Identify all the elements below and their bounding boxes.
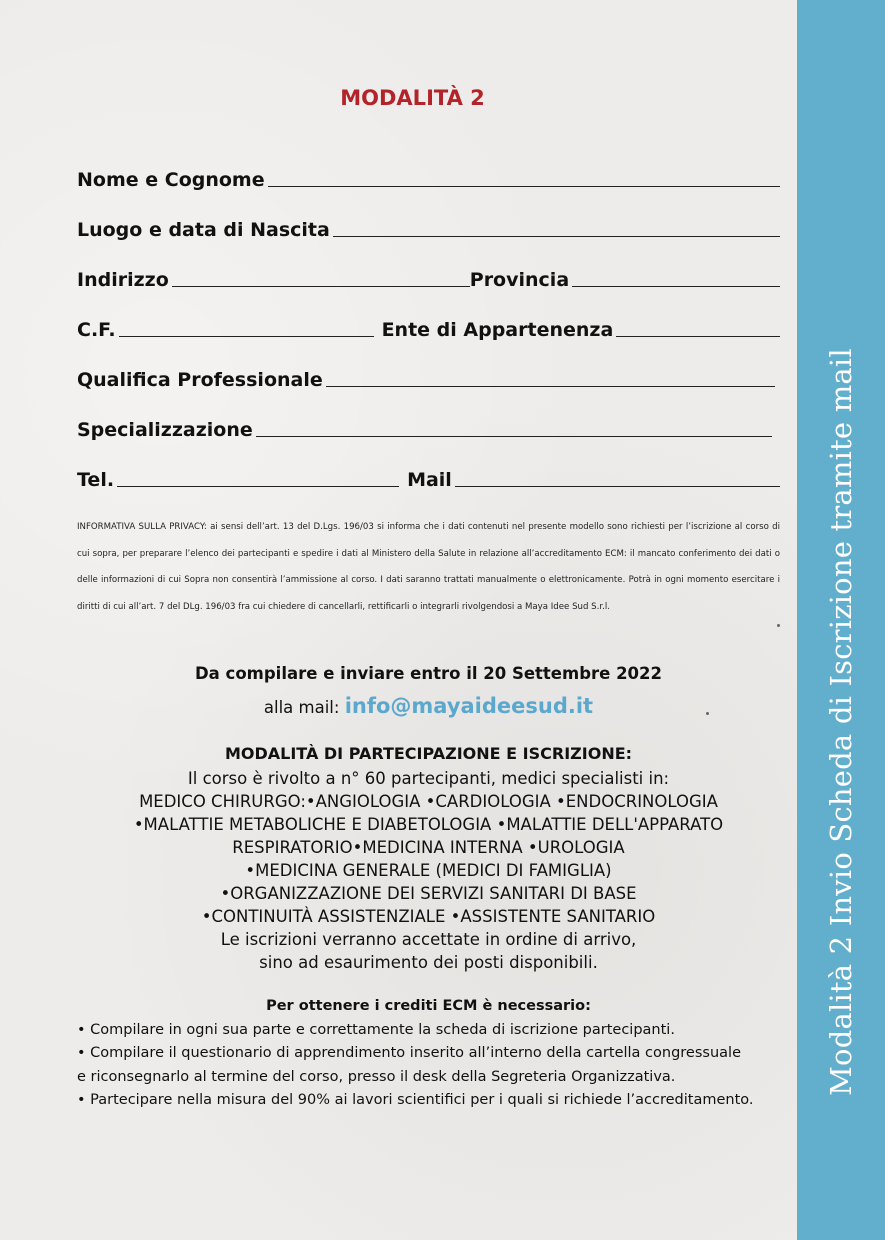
privacy-notice: INFORMATIVA SULLA PRIVACY: ai sensi dell’art. 13 del D.Lgs. 196/03 si informa che i dati contenuti nel presente modello sono richiesti per l’iscrizione al corso di cui sopra, per preparare l’elenco dei partecipanti e spedire i dati al Ministero della Salute in relazione all’accreditamento ECM: il mancato conferimento dei dati o delle informazioni di cui Sopra non consentirà l’ammissione al corso. I dati saranno trattati manualmente o elettronicamente. Potrà in ogni momento esercitare i diritti di cui all’art. 7 del DLg. 196/03 fra cui chiedere di cancellarli, rettificarli o integrarli rivolgendosi a Maya Idee Sud S.r.l.: [77, 522, 780, 612]
deadline-text: Da compilare e inviare entro il 20 Settembre 2022: [194, 664, 662, 683]
label-cf: C.F.: [77, 319, 116, 341]
ecm-heading: Per ottenere i crediti ECM è necessario:: [266, 998, 591, 1014]
line-luogo[interactable]: [333, 236, 780, 237]
line-nome[interactable]: [268, 186, 780, 187]
paper-speck: [777, 624, 780, 627]
ecm-item: • Compilare il questionario di apprendimento inserito all’interno della cartella congressuale: [77, 1045, 741, 1062]
field-qualifica[interactable]: [77, 360, 775, 390]
modalita-line: sino ad esaurimento dei posti disponibili.: [259, 953, 598, 972]
field-indirizzo[interactable]: [77, 260, 780, 290]
line-indirizzo[interactable]: [172, 286, 470, 287]
email-link[interactable]: info@mayaideesud.it: [344, 694, 594, 718]
modalita-line: Le iscrizioni verranno accettate in ordine di arrivo,: [220, 930, 637, 949]
label-mail: Mail: [407, 469, 452, 491]
field-luogo[interactable]: [77, 210, 780, 240]
mail-line: [77, 694, 780, 718]
ecm-item: e riconsegnarlo al termine del corso, presso il desk della Segreteria Organizzativa.: [77, 1068, 676, 1085]
modalita-line: •MALATTIE METABOLICHE E DIABETOLOGIA •MALATTIE DELL'APPARATO: [133, 815, 724, 834]
line-provincia[interactable]: [572, 286, 780, 287]
modalita-heading: MODALITÀ DI PARTECIPAZIONE E ISCRIZIONE:: [224, 744, 633, 763]
modalita-line: •CONTINUITÀ ASSISTENZIALE •ASSISTENTE SANITARIO: [201, 907, 656, 926]
line-tel[interactable]: [117, 486, 399, 487]
label-nome: Nome e Cognome: [77, 169, 265, 191]
ecm-list: [77, 1019, 787, 1112]
label-luogo: Luogo e data di Nascita: [77, 219, 330, 241]
paper-speck: [706, 712, 709, 715]
page-title: MODALITÀ 2: [340, 86, 485, 110]
modalita-line: MEDICO CHIRURGO:•ANGIOLOGIA •CARDIOLOGIA •ENDOCRINOLOGIA: [139, 792, 718, 811]
field-nome[interactable]: [77, 160, 780, 190]
ecm-item: • Compilare in ogni sua parte e correttamente la scheda di iscrizione partecipanti.: [77, 1022, 675, 1038]
line-cf[interactable]: [119, 336, 374, 337]
line-ente[interactable]: [616, 336, 780, 337]
label-provincia: Provincia: [469, 269, 570, 291]
line-qualifica[interactable]: [326, 386, 775, 387]
line-mail[interactable]: [455, 486, 780, 487]
modalita-line: Il corso è rivolto a n° 60 partecipanti, medici specialisti in:: [187, 769, 670, 788]
modalita-body: [77, 767, 780, 974]
label-ente: Ente di Appartenenza: [381, 319, 614, 341]
ecm-item: • Partecipare nella misura del 90% ai lavori scientifici per i quali si richiede l’accreditamento.: [77, 1091, 754, 1108]
mail-prefix: alla mail:: [263, 698, 345, 717]
field-specializzazione[interactable]: [77, 410, 772, 440]
label-qualifica: Qualifica Professionale: [77, 369, 323, 391]
modalita-line: •MEDICINA GENERALE (MEDICI DI FAMIGLIA): [245, 861, 612, 880]
field-cf[interactable]: [77, 310, 780, 340]
label-indirizzo: Indirizzo: [77, 269, 169, 291]
field-tel-mail[interactable]: [77, 460, 780, 490]
label-specializzazione: Specializzazione: [77, 419, 253, 441]
label-tel: Tel.: [77, 469, 115, 491]
modalita-line: •ORGANIZZAZIONE DEI SERVIZI SANITARI DI BASE: [220, 884, 637, 903]
modalita-line: RESPIRATORIO•MEDICINA INTERNA •UROLOGIA: [232, 838, 625, 857]
sidebar-vertical-title: Modalità 2 Invio Scheda di Iscrizione tramite mail: [824, 348, 858, 1096]
line-specializzazione[interactable]: [256, 436, 772, 437]
